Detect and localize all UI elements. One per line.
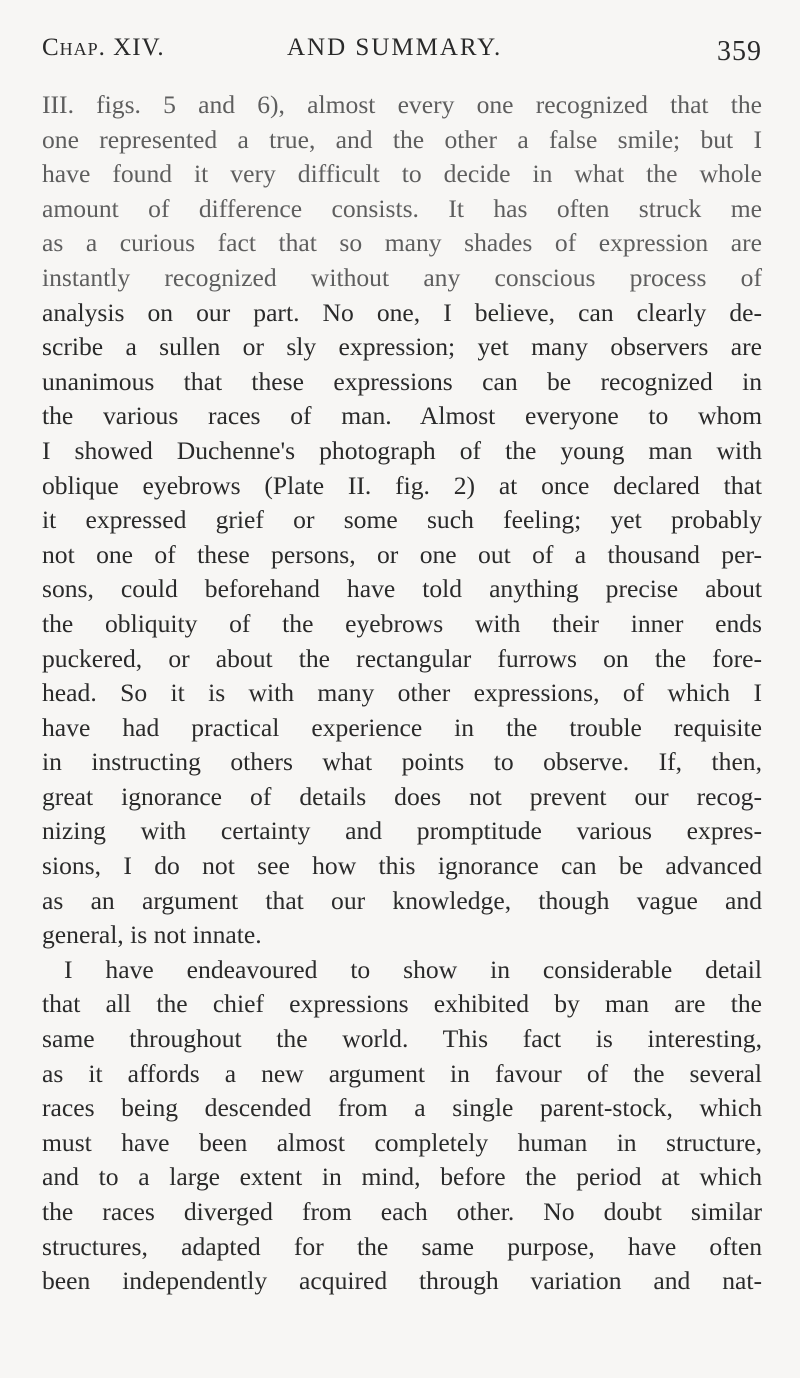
text-line: general, is not innate. (42, 920, 262, 950)
text-line: oblique eyebrows (Plate II. fig. 2) at once declared that (42, 470, 762, 500)
text-line: scribe a sullen or sly expression; yet many observers are (42, 332, 762, 362)
text-line: one represented a true, and the other a false smile; but I (42, 124, 762, 154)
text-line: great ignorance of details does not prevent our recog- (42, 781, 762, 811)
text-line: the races diverged from each other. No doubt similar (42, 1197, 762, 1226)
text-line: sons, could beforehand have told anything precise about (42, 574, 762, 604)
text-line: III. figs. 5 and 6), almost every one recognized that the (42, 90, 762, 119)
running-title: AND SUMMARY. (287, 34, 503, 61)
text-line: races being descended from a single parent-stock, which (42, 1093, 762, 1123)
text-line: as an argument that our knowledge, though vague and (42, 885, 762, 915)
chapter-label: Chap. XIV. (42, 34, 165, 61)
text-line: the various races of man. Almost everyone to whom (42, 401, 762, 431)
text-line: head. So it is with many other expressions, of which I (42, 678, 762, 708)
text-line: have found it very difficult to decide in what the whole (42, 159, 762, 189)
text-line: I showed Duchenne's photograph of the young man with (42, 435, 762, 465)
text-line: must have been almost completely human in structure, (42, 1127, 762, 1157)
running-head (42, 28, 762, 68)
page-number: 359 (717, 36, 762, 67)
text-line: unanimous that these expressions can be recognized in (42, 366, 762, 396)
text-line: the obliquity of the eyebrows with their inner ends (42, 608, 762, 638)
text-line: same throughout the world. This fact is interesting, (42, 1024, 762, 1054)
body-text (42, 88, 762, 1299)
text-line: in instructing others what points to observe. If, then, (42, 747, 762, 777)
text-line: as it affords a new argument in favour of the several (42, 1058, 762, 1088)
text-line: I have endeavoured to show in considerable detail (64, 954, 762, 984)
text-line: puckered, or about the rectangular furrows on the fore- (42, 643, 762, 673)
text-line: nizing with certainty and promptitude various expres- (42, 816, 762, 846)
text-line: it expressed grief or some such feeling; yet probably (42, 505, 762, 535)
text-line: as a curious fact that so many shades of expression are (42, 228, 762, 258)
text-line: not one of these persons, or one out of a thousand per- (42, 539, 762, 569)
text-line: sions, I do not see how this ignorance can be advanced (42, 851, 762, 881)
text-line: instantly recognized without any conscious process of (42, 262, 762, 292)
text-line: been independently acquired through variation and nat- (42, 1266, 762, 1296)
text-line: analysis on our part. No one, I believe, can clearly de- (42, 297, 762, 327)
text-line: amount of difference consists. It has often struck me (42, 193, 762, 223)
text-line: structures, adapted for the same purpose, have often (42, 1231, 762, 1261)
text-line: that all the chief expressions exhibited by man are the (42, 989, 762, 1019)
text-line: and to a large extent in mind, before the period at which (42, 1162, 762, 1192)
text-line: have had practical experience in the trouble requisite (42, 712, 762, 742)
